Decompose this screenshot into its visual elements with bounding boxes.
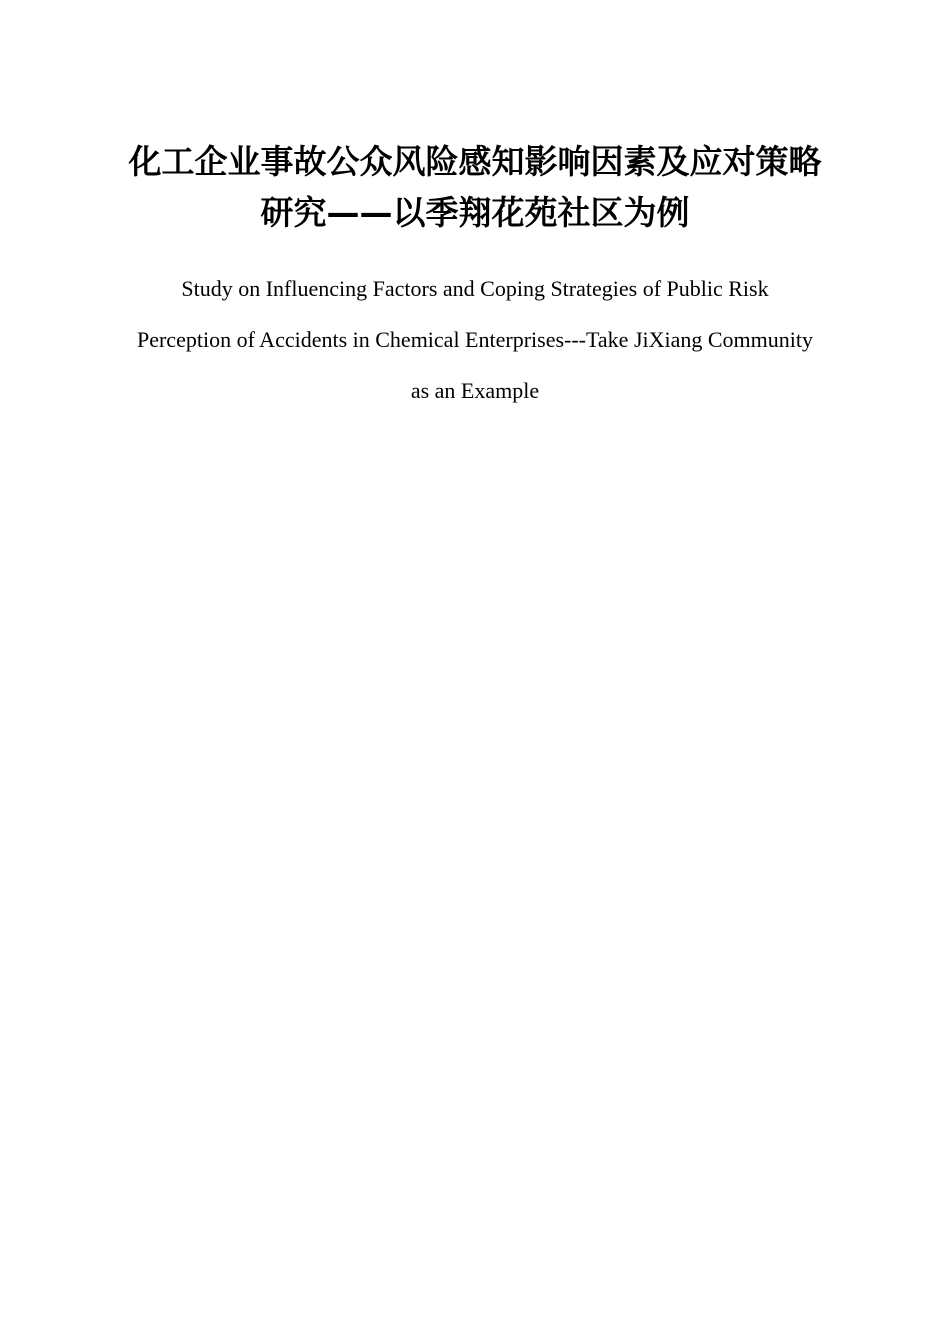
english-title-line-3: as an Example	[410, 378, 540, 403]
english-title-line-1: Study on Influencing Factors and Coping Strategies of Public Risk	[181, 276, 769, 301]
english-title-line-2: Perception of Accidents in Chemical Enterprises---Take JiXiang Community	[136, 327, 814, 352]
chinese-title-line-1: 化工企业事故公众风险感知影响因素及应对策略	[128, 142, 822, 181]
chinese-title-line-2: 研究——以季翔花苑社区为例	[260, 193, 690, 232]
